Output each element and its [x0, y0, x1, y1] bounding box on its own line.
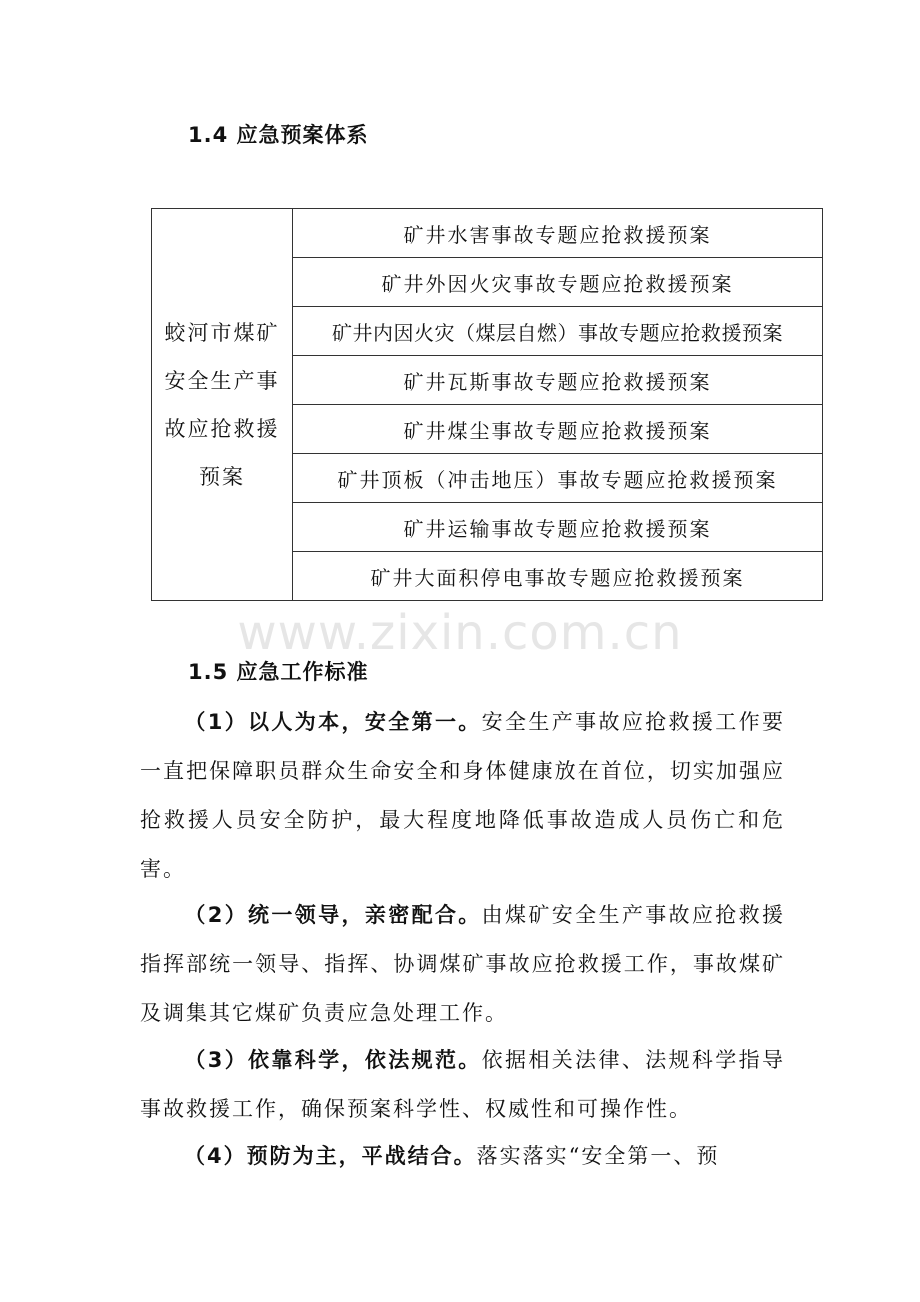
principle-paragraph: [140, 1132, 785, 1181]
plan-item-coal-dust: 矿井煤尘事故专题应抢救援预案: [293, 405, 823, 454]
section-heading-1-5: 1.5 应急工作标准: [188, 660, 369, 684]
plan-item-power-outage: 矿井大面积停电事故专题应抢救援预案: [293, 552, 823, 601]
principle-body: 由煤矿安全生产事故应抢救援指挥部统一领导、指挥、协调煤矿事故应抢救援工作，事故煤矿及调集其它煤矿负责应急处理工作。: [140, 903, 785, 1025]
table-row: [152, 209, 823, 258]
plan-system-label-line: 故应抢救援: [164, 416, 280, 441]
plan-item-external-fire: 矿井外因火灾事故专题应抢救援预案: [293, 258, 823, 307]
plan-item-gas: 矿井瓦斯事故专题应抢救援预案: [293, 356, 823, 405]
emergency-plan-table: [151, 208, 823, 601]
principle-paragraph: [140, 698, 785, 894]
principle-lead: （4）预防为主，平战结合。: [184, 1144, 477, 1168]
plan-system-label-line: 预案: [199, 464, 245, 489]
section-heading-1-4: 1.4 应急预案体系: [188, 123, 369, 147]
principle-body: 依据相关法律、法规科学指导事故救援工作，确保预案科学性、权威性和可操作性。: [140, 1048, 785, 1121]
plan-system-label: [152, 209, 293, 601]
watermark: www.zixin.com.cn: [237, 605, 683, 661]
principle-paragraph: [140, 891, 785, 1038]
principle-body: 安全生产事故应抢救援工作要一直把保障职员群众生命安全和身体健康放在首位，切实加强应抢救援人员安全防护，最大程度地降低事故造成人员伤亡和危害。: [140, 710, 785, 881]
plan-item-transport: 矿井运输事故专题应抢救援预案: [293, 503, 823, 552]
principle-body: 落实落实“安全第一、预: [476, 1144, 720, 1168]
plan-item-internal-fire: 矿井内因火灾（煤层自燃）事故专题应抢救援预案: [293, 307, 823, 356]
principle-paragraph: [140, 1036, 785, 1134]
plan-item-roof: 矿井顶板（冲击地压）事故专题应抢救援预案: [293, 454, 823, 503]
plan-item-water: 矿井水害事故专题应抢救援预案: [293, 209, 823, 258]
plan-system-label-line: 蛟河市煤矿: [164, 320, 280, 345]
principle-lead: （3）依靠科学，依法规范。: [184, 1048, 482, 1072]
principle-lead: （1）以人为本，安全第一。: [184, 710, 482, 734]
principle-lead: （2）统一领导，亲密配合。: [184, 903, 482, 927]
plan-system-label-line: 安全生产事: [164, 368, 280, 393]
